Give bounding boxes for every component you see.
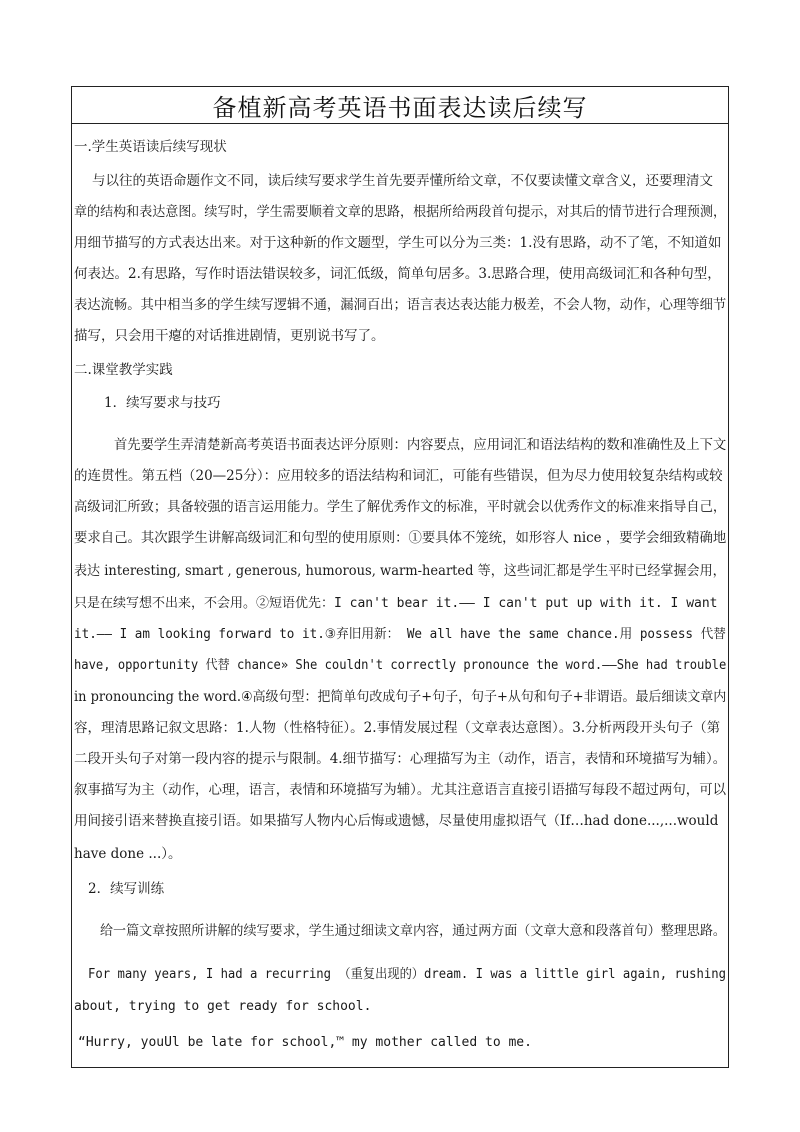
section2-line-4: 要求自己。其次跟学生讲解高级词汇和句型的使用原则：①要具体不笼统，如形容人 nice ，要学会细致精确地 bbox=[74, 530, 727, 546]
section2-heading: 二.课堂教学实践 bbox=[74, 362, 173, 378]
page-title: 备植新高考英语书面表达读后续写 bbox=[212, 94, 588, 122]
section2-line-9: in pronouncing the word.④高级句型：把简单句改成句子+句子，句子+从句和句子+非谓语。最后细读文章内 bbox=[74, 689, 727, 705]
section1-heading: 一.学生英语读后续写现状 bbox=[74, 139, 227, 155]
section2-line-6: 只是在续写想不出来，不会用。②短语优先：I can't bear it.—— I can't put up with it. I want bbox=[74, 596, 718, 611]
title-divider bbox=[71, 123, 729, 124]
section2-line-1: 首先要学生弄清楚新高考英语书面表达评分原则：内容要点，应用词汇和语法结构的数和准确性及上下文 bbox=[114, 437, 727, 453]
section1-line-5: 表达流畅。其中相当多的学生续写逻辑不通，漏洞百出；语言表达表达能力极差，不会人物，动作，心理等细节 bbox=[74, 297, 727, 313]
section2-line-12: 叙事描写为主（动作，心理，语言，表情和环境描写为辅）。尤其注意语言直接引语描写每段不超过两句，可以 bbox=[74, 782, 727, 798]
section1-line-2: 章的结构和表达意图。续写时，学生需要顺着文章的思路，根据所给两段首句提示，对其后的情节进行合理预测， bbox=[74, 204, 727, 220]
section2-line-5: 表达 interesting, smart , generous, humorous, warm-hearted 等，这些词汇都是学生平时已经掌握会用， bbox=[74, 563, 726, 579]
story-line-3: “Hurry, youUl be late for school,™ my mother called to me. bbox=[78, 1035, 532, 1050]
section1-line-6: 描写，只会用干瘪的对话推进剧情，更别说书写了。 bbox=[74, 328, 385, 344]
section1-line-4: 何表达。2.有思路，写作时语法错误较多，词汇低级，简单句居多。3.思路合理，使用高级词汇和各种句型， bbox=[74, 266, 721, 282]
story-line-1: For many years, I had a recurring （重复出现的）dream. I was a little girl again, rushing bbox=[88, 967, 726, 982]
training-paragraph: 给一篇文章按照所讲解的续写要求，学生通过细读文章内容，通过两方面（文章大意和段落首句）整理思路。 bbox=[100, 923, 726, 939]
story-line-2: about, trying to get ready for school. bbox=[74, 999, 372, 1014]
section2-line-8: have, opportunity 代替 chance» She couldn't correctly pronounce the word.——She had trouble bbox=[74, 658, 727, 673]
section2-line-2: 的连贯性。第五档（20—25分）：应用较多的语法结构和词汇，可能有些错误，但为尽力使用较复杂结构或较 bbox=[74, 468, 723, 484]
subsection-1-heading: 1．续写要求与技巧 bbox=[104, 395, 221, 411]
section2-line-14: have done ...）。 bbox=[74, 846, 182, 862]
section1-line-3: 用细节描写的方式表达出来。对于这种新的作文题型，学生可以分为三类：1.没有思路，动不了笔，不知道如 bbox=[74, 235, 722, 251]
section2-line-7: it.—— I am looking forward to it.③弃旧用新： We all have the same chance.用 possess 代替 bbox=[74, 627, 726, 642]
section2-line-10: 容，理清思路记叙文思路：1.人物（性格特征）。2.事情发展过程（文章表达意图）。3.分析两段开头句子（第 bbox=[74, 720, 721, 736]
section1-line-1: 与以往的英语命题作文不同，读后续写要求学生首先要弄懂所给文章，不仅要读懂文章含义，还要理清文 bbox=[92, 173, 713, 189]
section2-line-3: 高级词汇所致；具备较强的语言运用能力。学生了解优秀作文的标准，平时就会以优秀作文的标准来指导自己， bbox=[74, 499, 727, 515]
section2-line-11: 二段开头句子对第一段内容的提示与限制。4.细节描写：心理描写为主（动作，语言，表情和环境描写为辅）。 bbox=[74, 751, 727, 767]
section2-line-13: 用间接引语来替换直接引语。如果描写人物内心后悔或遗憾，尽量使用虚拟语气（If…had done...,...would bbox=[74, 813, 719, 829]
subsection-2-heading: 2．续写训练 bbox=[88, 881, 165, 897]
